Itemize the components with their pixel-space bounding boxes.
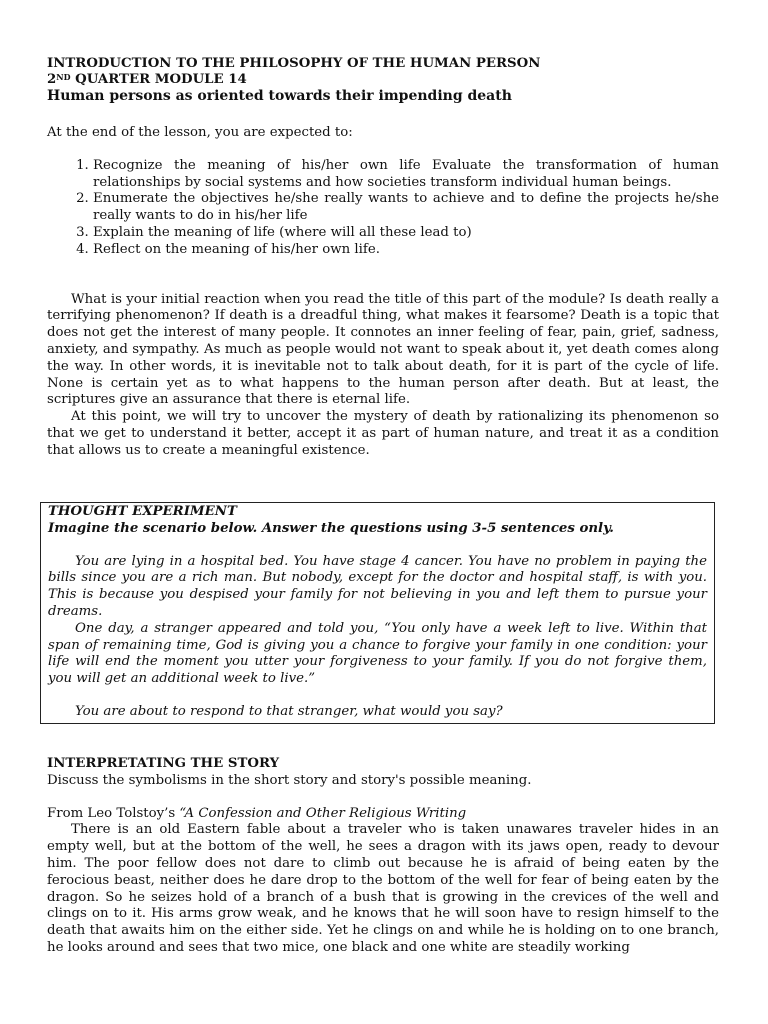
interpreting-title: INTERPRETATING THE STORY: [47, 756, 280, 771]
scenario-question: You are about to respond to that stranger, what would you say?: [75, 703, 503, 719]
body-paragraph-2: At this point, we will try to uncover the mystery of death by rationalizing its phenomenon so that we get to understand it better, accept it as part of human nature, and treat it as a condition that allows us to create a meaningful existence.: [47, 409, 719, 458]
objectives-list: [47, 158, 719, 259]
body-paragraph-1: What is your initial reaction when you read the title of this part of the module? Is death really a terrifying phenomenon? If death is a dreadful thing, what makes it fearsome? Death is a topic that does not get the interest of many people. It connotes an inner feeling of fear, pain, grief, sadness, anxiety, and sympathy. As much as people would not want to speak about it, yet death comes along the way. In other words, it is inevitable not to talk about death, for it is part of the cycle of life. None is certain yet as to what happens to the human person after death. But at least, the scriptures give an assurance that there is eternal life.: [47, 291, 719, 408]
objective-item: 4. Reflect on the meaning of his/her own life.: [93, 242, 719, 259]
fable-paragraph: There is an old Eastern fable about a traveler who is taken unawares traveler hides in an empty well, but at the bottom of the well, he sees a dragon with its jaws open, ready to devour him. The poor fellow does not dare to climb out because he is afraid of being eaten by the ferocious beast, neither does he dare drop to the bottom of the well for fear of being eaten by the dragon. So he seizes hold of a branch of a bush that is growing in the crevices of the well and clings on to it. His arms grow weak, and he knows that he will soon have to resign himself to the death that awaits him on the either side. Yet he clings on and while he is holding on to one branch, he looks around and sees that two mice, one black and one white are steadily working: [47, 822, 719, 955]
thought-experiment-title: THOUGHT EXPERIMENT: [48, 504, 237, 519]
interpreting-section: [47, 756, 719, 957]
thought-experiment-box: [40, 502, 715, 724]
source-title: “A Confession and Other Religious Writing: [179, 805, 467, 821]
thought-experiment-instruction: Imagine the scenario below. Answer the questions using 3-5 sentences only.: [48, 520, 614, 536]
source-prefix: From Leo Tolstoy’s: [47, 805, 180, 821]
scenario-paragraph-2: One day, a stranger appeared and told you, “You only have a week left to live. Within that span of remaining time, God is giving you a chance to forgive your family in one condition: your life will end the moment you utter your forgiveness to your family. If you do not forgive them, you will get an additional week to live.”: [48, 620, 707, 687]
quarter-number: 2: [47, 72, 57, 87]
objectives-intro: At the end of the lesson, you are expected to:: [47, 125, 353, 140]
page-content: [47, 56, 719, 460]
objective-item: 2. Enumerate the objectives he/she really wants to achieve and to define the projects he/she really wants to do in his/her life: [93, 191, 719, 225]
quarter-suffix: ND: [56, 72, 71, 82]
scenario-paragraph-1: You are lying in a hospital bed. You have stage 4 cancer. You have no problem in paying the bills since you are a rich man. But nobody, except for the doctor and hospital staff, is with you. This is because you despised your family for not believing in you and left them to pursue your dreams.: [48, 553, 707, 619]
module-label: [47, 72, 719, 88]
module-topic: Human persons as oriented towards their impending death: [47, 88, 512, 104]
objective-item: 1. Recognize the meaning of his/her own life Evaluate the transformation of human relationships by social systems and how societies transform individual human beings.: [93, 158, 719, 192]
objective-item: 3. Explain the meaning of life (where will all these lead to): [93, 225, 719, 242]
course-title: INTRODUCTION TO THE PHILOSOPHY OF THE HUMAN PERSON: [47, 56, 541, 71]
quarter-rest: QUARTER MODULE 14: [70, 72, 247, 87]
source-citation: [47, 806, 719, 823]
interpreting-instruction: Discuss the symbolisms in the short story and story's possible meaning.: [47, 772, 532, 788]
